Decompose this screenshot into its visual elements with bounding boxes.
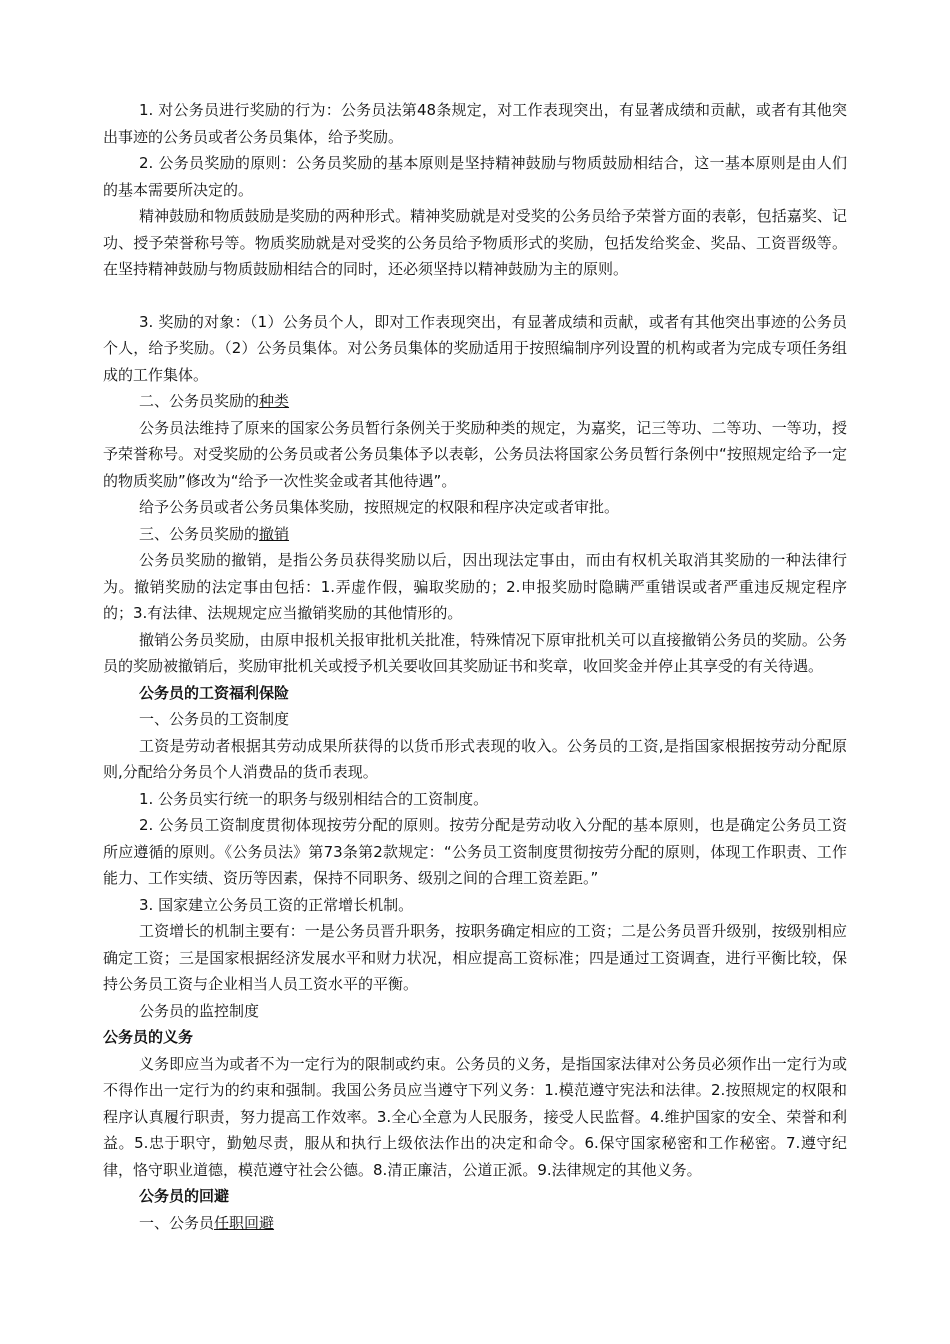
- paragraph-salary-definition: 工资是劳动者根据其劳动成果所获得的以货币形式表现的收入。公务员的工资,是指国家根据按劳动分配原则,分配给分务员个人消费品的货币表现。: [103, 736, 847, 781]
- paragraph-reward-principle: 2. 公务员奖励的原则：公务员奖励的基本原则是坚持精神鼓励与物质鼓励相结合，这一基本原则是由人们的基本需要所决定的。: [103, 154, 847, 199]
- link-reward-types[interactable]: 种类: [259, 392, 290, 410]
- paragraph-revocation-definition: 公务员奖励的撤销，是指公务员获得奖励以后，因出现法定事由，而由有权机关取消其奖励的一种法律行为。撤销奖励的法定事由包括：1.弄虚作假，骗取奖励的；2.申报奖励时隐瞒严重错误或者严重违反规定程序的；3.有法律、法规规定应当撤销奖励的其他情形的。: [103, 551, 847, 622]
- link-appointment-avoidance[interactable]: 任职回避: [214, 1213, 275, 1232]
- paragraph-salary-growth: 工资增长的机制主要有：一是公务员晋升职务，按职务确定相应的工资；二是公务员晋升级别，按级别相应确定工资；三是国家根据经济发展水平和财力状况，相应提高工资标准；四是通过工资调查，进行平衡比较，保持公务员工资与企业相当人员工资水平的平衡。: [103, 922, 847, 993]
- heading-reward-revocation-prefix: 三、公务员奖励的: [139, 524, 260, 543]
- heading-avoidance-prefix: 一、公务员: [139, 1213, 215, 1232]
- document-page: [103, 97, 847, 1236]
- paragraph-duties: 义务即应当为或者不为一定行为的限制或约束。公务员的义务，是指国家法律对公务员必须作出一定行为或不得作出一定行为的约束和强制。我国公务员应当遵守下列义务：1.模范遵守宪法和法律。2.按照规定的权限和程序认真履行职责，努力提高工作效率。3.全心全意为人民服务，接受人民监督。4.维护国家的安全、荣誉和利益。5.忠于职守，勤勉尽责，服从和执行上级依法作出的决定和命令。6.保守国家秘密和工作秘密。7.遵守纪律，恪守职业道德，模范遵守社会公德。8.清正廉洁，公道正派。9.法律规定的其他义务。: [103, 1054, 847, 1179]
- blank-line: [103, 283, 847, 309]
- heading-reward-types: [103, 388, 847, 415]
- paragraph-salary-item-1: 1. 公务员实行统一的职务与级别相结合的工资制度。: [139, 789, 489, 808]
- heading-avoidance-appointment: [103, 1210, 847, 1237]
- heading-avoidance: 公务员的回避: [139, 1187, 230, 1205]
- paragraph-reward-targets: 3. 奖励的对象：（1）公务员个人，即对工作表现突出，有显著成绩和贡献，或者有其他突出事迹的公务员个人，给予奖励。（2）公务员集体。对公务员集体的奖励适用于按照编制序列设置的机构或者为完成专项任务组成的工作集体。: [103, 312, 847, 384]
- paragraph-reward-behavior: 1. 对公务员进行奖励的行为：公务员法第48条规定，对工作表现突出，有显著成绩和贡献，或者有其他突出事迹的公务员或者公务员集体，给予奖励。: [103, 101, 847, 146]
- heading-reward-revocation: [103, 521, 847, 548]
- paragraph-reward-forms: 精神鼓励和物质鼓励是奖励的两种形式。精神奖励就是对受奖的公务员给予荣誉方面的表彰，包括嘉奖、记功、授予荣誉称号等。物质奖励就是对受奖的公务员给予物质形式的奖励，包括发给奖金、奖品、工资晋级等。在坚持精神鼓励与物质鼓励相结合的同时，还必须坚持以精神鼓励为主的原则。: [103, 207, 847, 278]
- heading-salary-system: 一、公务员的工资制度: [139, 710, 290, 728]
- paragraph-reward-approval: 给予公务员或者公务员集体奖励，按照规定的权限和程序决定或者审批。: [139, 498, 620, 516]
- paragraph-reward-types-detail: 公务员法维持了原来的国家公务员暂行条例关于奖励种类的规定，为嘉奖，记三等功、二等功、一等功，授予荣誉称号。对受奖励的公务员或者公务员集体予以表彰，公务员法将国家公务员暂行条例中“按照规定给予一定的物质奖励”修改为“给予一次性奖金或者其他待遇”。: [103, 418, 847, 490]
- link-reward-revocation[interactable]: 撤销: [259, 524, 290, 543]
- paragraph-salary-item-3: 3. 国家建立公务员工资的正常增长机制。: [139, 895, 414, 914]
- heading-reward-types-prefix: 二、公务员奖励的: [139, 392, 260, 410]
- paragraph-revocation-procedure: 撤销公务员奖励，由原申报机关报审批机关批准，特殊情况下原审批机关可以直接撤销公务员的奖励。公务员的奖励被撤销后，奖励审批机关或授予机关要收回其奖励证书和奖章，收回奖金并停止其享受的有关待遇。: [103, 630, 847, 675]
- heading-duties: 公务员的义务: [103, 1028, 194, 1046]
- heading-monitoring-system: 公务员的监控制度: [139, 1001, 260, 1020]
- paragraph-salary-item-2: 2. 公务员工资制度贯彻体现按劳分配的原则。按劳分配是劳动收入分配的基本原则，也是确定公务员工资所应遵循的原则。《公务员法》第73条第2款规定：“公务员工资制度贯彻按劳分配的原则，体现工作职责、工作能力、工作实绩、资历等因素，保持不同职务、级别之间的合理工资差距。”: [103, 816, 847, 887]
- heading-salary-welfare: 公务员的工资福利保险: [139, 683, 290, 702]
